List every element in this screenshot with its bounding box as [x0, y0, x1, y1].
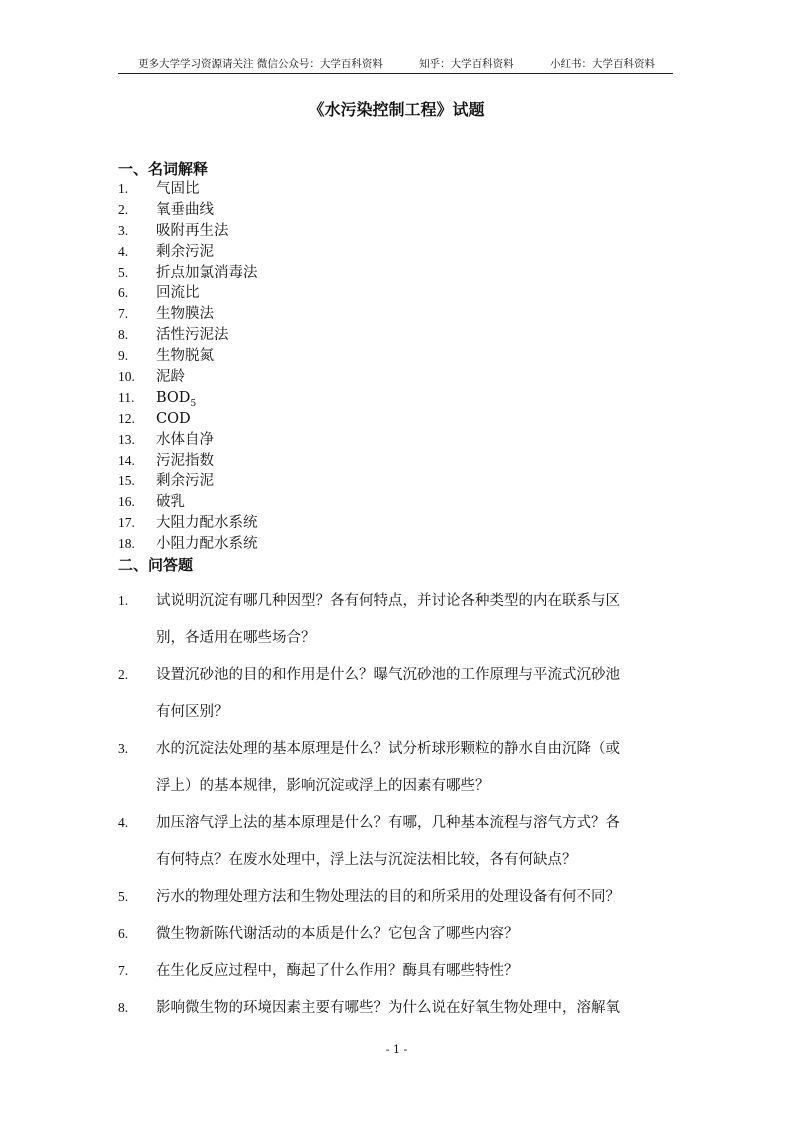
term-item: [118, 471, 258, 492]
item-number: [118, 771, 156, 808]
term-item: [118, 221, 258, 242]
item-number: 3.: [118, 222, 129, 238]
term-text: 小阻力配水系统: [156, 536, 258, 553]
term-text: COD: [156, 410, 191, 427]
term-text: 折点加氯消毒法: [156, 264, 258, 281]
header-item: 知乎：大学百科资料: [419, 58, 514, 70]
term-text: 气固比: [156, 181, 200, 197]
term-item: [118, 430, 258, 451]
item-number: 10.: [118, 369, 135, 385]
item-number: 8.: [118, 327, 129, 343]
question-text: 有何特点？在废水处理中，浮上法与沉淀法相比较，各有何缺点？: [156, 852, 577, 868]
item-number: 1.: [118, 181, 129, 196]
item-number: 4.: [118, 243, 129, 259]
term-text: 回流比: [156, 285, 200, 302]
term-item: [118, 388, 258, 409]
section-heading: 一、名词解释: [118, 160, 209, 178]
term-text: 生物膜法: [156, 306, 214, 323]
item-number: 7.: [118, 963, 129, 978]
item-number: [118, 697, 156, 734]
item-number: 3.: [118, 741, 129, 756]
question-item: [118, 660, 678, 734]
term-text: 氧垂曲线: [156, 201, 214, 218]
term-text: 剩余污泥: [156, 473, 214, 490]
question-text: 影响微生物的环境因素主要有哪些？为什么说在好氧生物处理中，溶解氧: [156, 1000, 620, 1016]
term-item: [118, 283, 258, 304]
item-number: 1.: [118, 593, 129, 608]
question-item: [118, 734, 678, 808]
question-item: [118, 586, 678, 660]
item-number: 12.: [118, 410, 135, 426]
item-number: 6.: [118, 926, 129, 941]
item-number: 6.: [118, 285, 129, 301]
item-number: 11.: [118, 389, 135, 405]
item-number: 9.: [118, 348, 129, 364]
term-item: [118, 409, 258, 430]
item-number: 13.: [118, 431, 135, 447]
question-text: 试说明沉淀有哪几种因型？各有何特点，并讨论各种类型的内在联系与区: [156, 593, 620, 609]
item-number: 14.: [118, 452, 135, 468]
term-item: [118, 513, 258, 534]
term-item: [118, 534, 258, 555]
item-number: 16.: [118, 494, 135, 510]
item-number: 2.: [118, 201, 129, 217]
item-number: [118, 623, 156, 660]
question-text: 别，各适用在哪些场合？: [156, 630, 316, 646]
term-item: [118, 242, 258, 263]
question-item: [118, 956, 678, 993]
header-divider: [118, 73, 673, 74]
item-number: 5.: [118, 264, 129, 280]
item-number: 5.: [118, 889, 129, 904]
question-item: [118, 882, 678, 919]
header-item: 小红书：大学百科资料: [550, 58, 655, 70]
question-text: 水的沉淀法处理的基本原理是什么？试分析球形颗粒的静水自由沉降（或: [156, 741, 620, 757]
term-item: [118, 304, 258, 325]
item-number: 2.: [118, 667, 129, 682]
question-text: 设置沉砂池的目的和作用是什么？曝气沉砂池的工作原理与平流式沉砂池: [156, 667, 620, 683]
term-item: [118, 263, 258, 284]
question-list: [118, 586, 678, 1030]
term-text: 水体自净: [156, 431, 214, 448]
term-item: [118, 451, 258, 472]
term-text: 泥龄: [156, 369, 185, 386]
question-text: 污水的物理处理方法和生物处理法的目的和所采用的处理设备有何不同？: [156, 889, 620, 905]
question-text: 有何区别？: [156, 704, 229, 720]
term-text: $BOD_5$: [156, 389, 197, 409]
term-item: [118, 179, 258, 200]
question-item: [118, 808, 678, 882]
term-text: 生物脱氮: [156, 348, 214, 365]
term-text: 大阻力配水系统: [156, 515, 258, 532]
question-text: 浮上）的基本规律，影响沉淀或浮上的因素有哪些？: [156, 778, 490, 794]
term-item: [118, 346, 258, 367]
question-text: 微生物新陈代谢活动的本质是什么？它包含了哪些内容？: [156, 926, 519, 942]
page-number: - 1 -: [385, 1043, 408, 1056]
item-number: 8.: [118, 1000, 129, 1015]
term-text: 污泥指数: [156, 452, 214, 469]
term-text: 破乳: [156, 494, 185, 511]
item-number: 15.: [118, 473, 135, 489]
term-item: [118, 492, 258, 513]
term-text: 剩余污泥: [156, 243, 214, 260]
item-number: [118, 845, 156, 882]
page-header: [118, 56, 673, 71]
term-item: [118, 325, 258, 346]
section-heading: 二、问答题: [118, 556, 194, 574]
document-title: 《水污染控制工程》试题: [308, 100, 485, 119]
item-number: 7.: [118, 306, 129, 322]
term-item: [118, 200, 258, 221]
term-text: 吸附再生法: [156, 222, 229, 239]
question-item: [118, 993, 678, 1030]
item-number: 17.: [118, 515, 135, 531]
question-text: 加压溶气浮上法的基本原理是什么？有哪，几种基本流程与溶气方式？各: [156, 815, 620, 831]
term-item: [118, 367, 258, 388]
question-item: [118, 919, 678, 956]
item-number: 4.: [118, 815, 129, 830]
item-number: 18.: [118, 536, 135, 552]
term-list: [118, 179, 258, 555]
header-item: 更多大学学习资源请关注 微信公众号：大学百科资料: [138, 58, 383, 70]
question-text: 在生化反应过程中，酶起了什么作用？酶具有哪些特性？: [156, 963, 519, 979]
term-text: 活性污泥法: [156, 327, 229, 344]
